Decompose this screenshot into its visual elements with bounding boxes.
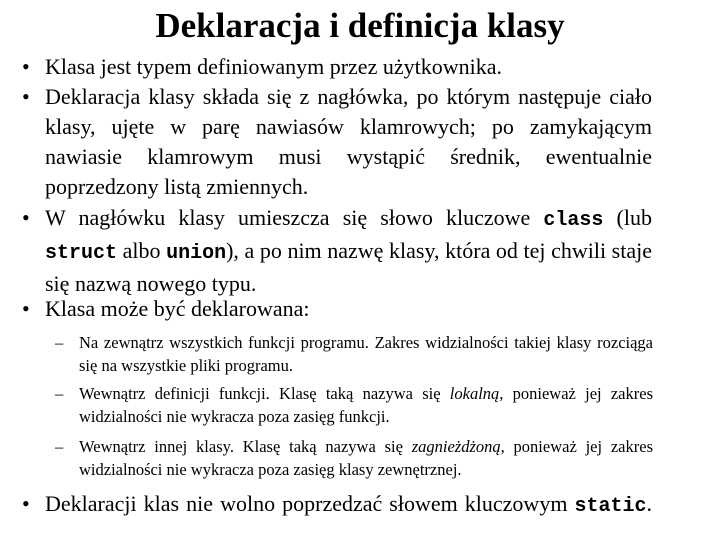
bullet-item-5: Deklaracji klas nie wolno poprzedzać słowem kluczowym static. — [45, 491, 652, 518]
bullet-item-4: Klasa może być deklarowana: — [45, 296, 310, 321]
bullet-marker: • — [22, 296, 30, 321]
keyword-class: class — [543, 209, 604, 232]
keyword-struct: struct — [45, 242, 118, 265]
dash-marker: – — [55, 333, 64, 352]
bullet-item-1: Klasa jest typem definiowanym przez użytkownika. — [45, 54, 502, 79]
page-title: Deklaracja i definicja klasy — [155, 6, 565, 45]
bullet-marker: • — [22, 84, 30, 109]
bullet-item-3: W nagłówku klasy umieszcza się słowo kluczowe class (lub struct albo union), a po nim nazwę klasy, która od tej chwili staje się nazwą nowego typu. — [45, 205, 652, 296]
bullet-marker: • — [22, 205, 30, 230]
keyword-static: static — [574, 495, 647, 518]
sub-item-3: Wewnątrz innej klasy. Klasę taką nazywa się zagnieżdżoną, ponieważ jej zakres widzialności nie wykracza poza zasięg klasy zewnętrznej. — [79, 437, 653, 479]
bullet-marker: • — [22, 54, 30, 79]
dash-marker: – — [55, 384, 64, 403]
keyword-union: union — [166, 242, 227, 265]
emphasis-lokalna: lokalną — [449, 384, 500, 403]
bullet-item-2: Deklaracja klasy składa się z nagłówka, po którym następuje ciało klasy, ujęte w parę nawiasów klamrowych; po zamykającym nawiasie klamrowym musi wystąpić średnik, ewentualnie poprzedzony listą zmiennych. — [45, 84, 652, 199]
dash-marker: – — [55, 437, 64, 456]
sub-item-2: Wewnątrz definicji funkcji. Klasę taką nazywa się lokalną, ponieważ jej zakres widzialności nie wykracza poza zasięg funkcji. — [79, 384, 653, 426]
sub-item-1: Na zewnątrz wszystkich funkcji programu. Zakres widzialności takiej klasy rozciąga się na wszystkie pliki programu. — [79, 333, 653, 375]
emphasis-zagniezdzona: zagnieżdżoną — [411, 437, 501, 456]
bullet-marker: • — [22, 491, 30, 516]
